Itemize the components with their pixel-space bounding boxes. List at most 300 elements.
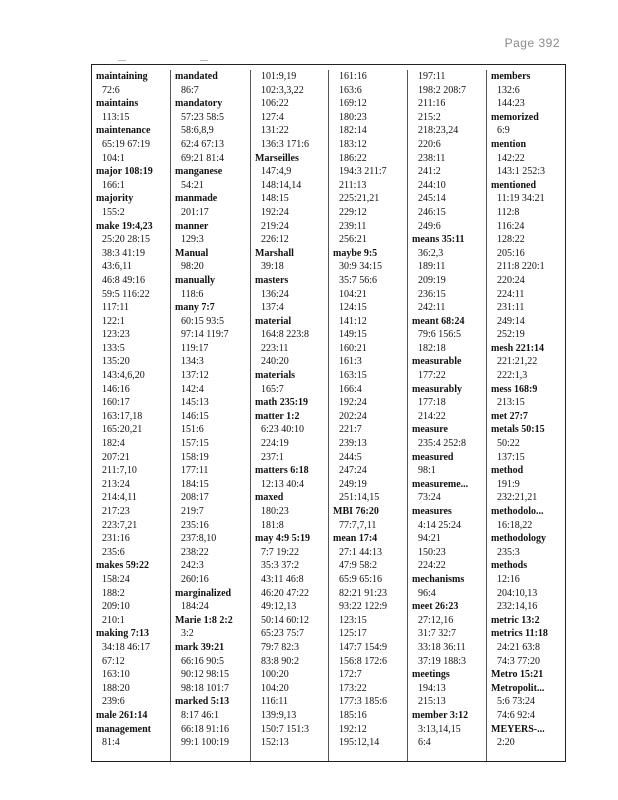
index-reference: 211:13 (339, 179, 367, 191)
index-reference: 145:13 (181, 397, 209, 409)
index-reference: 211:16 (418, 98, 446, 110)
index-headword: methodology (491, 533, 546, 545)
index-headword: materials (255, 370, 295, 382)
index-headword: mechanisms (412, 573, 465, 585)
index-reference: 58:6,8,9 (181, 125, 214, 137)
index-reference: 182:4 (102, 438, 125, 450)
index-headword: maxed (255, 492, 284, 504)
index-headword: manmade (175, 193, 218, 205)
index-reference: 133:5 (102, 342, 125, 354)
index-reference: 184:24 (181, 601, 209, 613)
index-reference: 132:6 (497, 84, 520, 96)
index-reference: 72:6 (102, 84, 120, 96)
index-reference: 118:6 (181, 288, 204, 300)
index-headword: methodolo... (491, 506, 544, 517)
index-reference: 141:12 (339, 315, 367, 327)
index-reference: 36:2,3 (418, 247, 444, 259)
index-reference: 25:20 28:15 (102, 234, 151, 246)
index-reference: 194:3 211:7 (339, 166, 387, 178)
index-column-3 (251, 70, 329, 761)
index-reference: 195:12,14 (339, 737, 380, 749)
index-headword: matter 1:2 (255, 410, 300, 422)
word-index-table (91, 64, 566, 762)
index-headword: Marie 1:8 2:2 (175, 614, 233, 626)
index-reference: 157:15 (181, 438, 209, 450)
index-reference: 247:24 (339, 465, 367, 477)
index-reference: 59:5 116:22 (102, 288, 150, 300)
index-reference: 211:8 220:1 (497, 261, 545, 273)
index-reference: 99:1 100:19 (181, 737, 230, 749)
index-reference: 235:4 252:8 (418, 438, 467, 450)
index-reference: 94:21 (418, 533, 441, 545)
index-reference: 192:24 (339, 397, 367, 409)
index-reference: 225:21,21 (339, 193, 380, 205)
index-reference: 161:3 (339, 356, 362, 368)
index-reference: 66:18 91:16 (181, 723, 230, 735)
index-reference: 183:12 (339, 138, 367, 150)
index-reference: 235:3 (497, 546, 520, 558)
index-reference: 4:14 25:24 (418, 519, 462, 531)
index-reference: 65:19 67:19 (102, 138, 151, 150)
index-reference: 182:14 (339, 125, 367, 137)
index-reference: 112:8 (497, 206, 520, 218)
index-reference: 137:12 (181, 370, 209, 382)
index-headword: maintains (96, 98, 139, 110)
index-reference: 31:7 32:7 (418, 628, 457, 640)
index-reference: 79:6 156:5 (418, 329, 462, 341)
index-headword: members (491, 71, 531, 82)
index-reference: 161:16 (339, 71, 367, 82)
index-reference: 236:15 (418, 288, 446, 300)
index-reference: 252:19 (497, 329, 525, 341)
index-reference: 164:8 223:8 (261, 329, 310, 341)
index-reference: 134:3 (181, 356, 204, 368)
index-reference: 256:21 (339, 234, 367, 246)
index-reference: 239:6 (102, 696, 125, 708)
index-headword: matters 6:18 (255, 465, 309, 477)
index-headword: mentioned (491, 179, 536, 191)
index-reference: 221:21,22 (497, 356, 538, 368)
index-reference: 65:9 65:16 (339, 573, 383, 585)
index-reference: 16:18,22 (497, 519, 533, 531)
index-reference: 188:2 (102, 587, 125, 599)
index-reference: 98:18 101:7 (181, 682, 230, 694)
index-reference: 231:11 (497, 302, 525, 314)
index-column-4 (329, 70, 408, 761)
index-reference: 98:1 (418, 465, 436, 477)
index-reference: 238:22 (181, 546, 209, 558)
index-reference: 148:15 (261, 193, 289, 205)
index-reference: 214:4,11 (102, 492, 137, 504)
index-reference: 27:12,16 (418, 614, 454, 626)
index-reference: 160:17 (102, 397, 130, 409)
index-reference: 60:15 93:5 (181, 315, 225, 327)
index-reference: 249:6 (418, 220, 441, 232)
index-reference: 213:24 (102, 478, 130, 490)
index-reference: 241:2 (418, 166, 441, 178)
index-reference: 232:21,21 (497, 492, 538, 504)
index-reference: 35:7 56:6 (339, 274, 378, 286)
index-reference: 224:19 (261, 438, 289, 450)
index-reference: 116:11 (261, 696, 289, 708)
index-reference: 37:19 188:3 (418, 655, 467, 667)
index-reference: 150:7 151:3 (261, 723, 310, 735)
index-reference: 156:8 172:6 (339, 655, 388, 667)
index-reference: 177:11 (181, 465, 209, 477)
index-reference: 47:9 58:2 (339, 560, 378, 572)
index-reference: 69:21 81:4 (181, 152, 225, 164)
index-reference: 3:2 (181, 628, 194, 640)
index-reference: 239:13 (339, 438, 367, 450)
index-reference: 184:15 (181, 478, 209, 490)
index-headword: metric 13:2 (491, 614, 540, 626)
index-reference: 97:14 119:7 (181, 329, 229, 341)
index-reference: 191:9 (497, 478, 520, 490)
index-headword: many 7:7 (175, 302, 215, 314)
index-reference: 49:12,13 (261, 601, 297, 613)
index-headword: masters (255, 274, 289, 286)
index-reference: 98:20 (181, 261, 204, 273)
index-reference: 67:12 (102, 655, 125, 667)
index-headword: measures (412, 506, 452, 517)
index-reference: 149:15 (339, 329, 367, 341)
index-reference: 27:1 44:13 (339, 546, 383, 558)
index-reference: 143:1 252:3 (497, 166, 546, 178)
index-headword: major 108:19 (96, 166, 153, 178)
margin-tick (200, 60, 208, 61)
index-reference: 209:10 (102, 601, 130, 613)
index-column-6 (487, 70, 566, 761)
index-reference: 35:3 37:2 (261, 560, 300, 572)
index-reference: 127:4 (261, 111, 284, 123)
index-reference: 204:10,13 (497, 587, 538, 599)
index-reference: 244:10 (418, 179, 446, 191)
index-reference: 102:3,3,22 (261, 84, 304, 96)
index-reference: 142:4 (181, 383, 204, 395)
index-headword: metrics 11:18 (491, 628, 548, 640)
index-reference: 43:11 46:8 (261, 573, 304, 585)
index-reference: 207:21 (102, 451, 130, 463)
index-reference: 123:15 (339, 614, 367, 626)
index-reference: 43:6,11 (102, 261, 132, 273)
index-reference: 208:17 (181, 492, 209, 504)
index-reference: 189:11 (418, 261, 446, 273)
index-reference: 6:23 40:10 (261, 424, 305, 436)
index-reference: 182:18 (418, 342, 446, 354)
index-reference: 129:3 (181, 234, 204, 246)
index-reference: 192:24 (261, 206, 289, 218)
index-reference: 136:24 (261, 288, 289, 300)
index-reference: 7:7 19:22 (261, 546, 300, 558)
index-reference: 101:9,19 (261, 71, 297, 82)
index-headword: Marshall (255, 247, 294, 259)
page-number-label: Page 392 (504, 36, 560, 50)
index-reference: 221:7 (339, 424, 362, 436)
index-reference: 169:12 (339, 98, 367, 110)
index-headword: measureme... (412, 478, 469, 490)
index-reference: 235:6 (102, 546, 125, 558)
index-reference: 143:4,6,20 (102, 370, 145, 382)
index-reference: 224:22 (418, 560, 446, 572)
index-reference: 106:22 (261, 98, 289, 110)
index-reference: 104:21 (339, 288, 367, 300)
index-reference: 148:14,14 (261, 179, 302, 191)
index-headword: mean 17:4 (333, 533, 378, 545)
index-reference: 57:23 58:5 (181, 111, 225, 123)
index-reference: 229:12 (339, 206, 367, 218)
index-headword: make 19:4,23 (96, 220, 153, 232)
index-column-5 (408, 70, 487, 761)
index-reference: 219:24 (261, 220, 289, 232)
index-reference: 224:11 (497, 288, 525, 300)
index-reference: 214:22 (418, 410, 446, 422)
index-headword: Marseilles (255, 152, 299, 164)
index-reference: 11:19 34:21 (497, 193, 545, 205)
index-headword: Metropolit... (491, 682, 545, 694)
index-reference: 218:23,24 (418, 125, 459, 137)
index-headword: marginalized (175, 587, 232, 599)
index-reference: 215:13 (418, 696, 446, 708)
index-reference: 186:22 (339, 152, 367, 164)
index-reference: 249:19 (339, 478, 367, 490)
index-reference: 122:1 (102, 315, 125, 327)
index-reference: 33:18 36:11 (418, 641, 466, 653)
index-reference: 246:15 (418, 206, 446, 218)
index-reference: 124:15 (339, 302, 367, 314)
index-headword: mandated (175, 71, 218, 82)
index-headword: makes 59:22 (96, 560, 150, 572)
index-reference: 90:12 98:15 (181, 669, 230, 681)
index-reference: 86:7 (181, 84, 199, 96)
index-headword: method (491, 465, 524, 477)
index-reference: 116:24 (497, 220, 525, 232)
index-reference: 215:2 (418, 111, 441, 123)
index-headword: math 235:19 (255, 397, 309, 409)
index-reference: 220:24 (497, 274, 525, 286)
margin-tick (118, 60, 126, 61)
index-reference: 93:22 122:9 (339, 601, 388, 613)
index-reference: 217:23 (102, 506, 130, 517)
index-reference: 139:9,13 (261, 709, 297, 721)
index-headword: may 4:9 5:19 (255, 533, 310, 545)
index-reference: 104:20 (261, 682, 289, 694)
index-reference: 152:13 (261, 737, 289, 749)
index-reference: 135:20 (102, 356, 130, 368)
index-reference: 147:7 154:9 (339, 641, 388, 653)
index-reference: 50:14 60:12 (261, 614, 310, 626)
index-headword: manually (175, 274, 216, 286)
index-reference: 128:22 (497, 234, 525, 246)
index-reference: 235:16 (181, 519, 209, 531)
index-headword: meetings (412, 669, 450, 681)
index-reference: 151:6 (181, 424, 204, 436)
index-reference: 79:7 82:3 (261, 641, 300, 653)
index-reference: 113:15 (102, 111, 130, 123)
index-reference: 144:23 (497, 98, 525, 110)
index-reference: 5:6 73:24 (497, 696, 536, 708)
index-reference: 237:8,10 (181, 533, 217, 545)
index-headword: Metro 15:21 (491, 669, 544, 681)
index-reference: 38:3 41:19 (102, 247, 146, 259)
index-headword: majority (96, 193, 134, 205)
index-reference: 242:3 (181, 560, 204, 572)
index-reference: 96:4 (418, 587, 436, 599)
index-headword: measurably (412, 383, 462, 395)
index-reference: 239:11 (339, 220, 367, 232)
index-reference: 74:6 92:4 (497, 709, 536, 721)
index-reference: 163:6 (339, 84, 362, 96)
index-reference: 165:7 (261, 383, 284, 395)
index-reference: 232:14,16 (497, 601, 538, 613)
index-headword: mesh 221:14 (491, 342, 545, 354)
index-reference: 231:16 (102, 533, 130, 545)
index-headword: meet 26:23 (412, 601, 459, 613)
index-reference: 237:1 (261, 451, 284, 463)
index-headword: maintenance (96, 125, 151, 137)
index-reference: 146:16 (102, 383, 130, 395)
index-reference: 12:16 (497, 573, 520, 585)
index-reference: 3:13,14,15 (418, 723, 461, 735)
index-headword: making 7:13 (96, 628, 150, 640)
index-reference: 245:14 (418, 193, 446, 205)
index-reference: 158:24 (102, 573, 130, 585)
index-column-2 (171, 70, 251, 761)
index-reference: 6:9 (497, 125, 510, 137)
index-reference: 100:20 (261, 669, 289, 681)
index-reference: 251:14,15 (339, 492, 380, 504)
index-headword: met 27:7 (491, 410, 528, 422)
index-headword: measured (412, 451, 454, 463)
index-reference: 177:22 (418, 370, 446, 382)
index-reference: 223:11 (261, 342, 289, 354)
index-reference: 210:1 (102, 614, 125, 626)
index-reference: 202:24 (339, 410, 367, 422)
index-reference: 226:12 (261, 234, 289, 246)
index-column-1 (92, 70, 171, 761)
index-reference: 12:13 40:4 (261, 478, 305, 490)
index-reference: 104:1 (102, 152, 125, 164)
index-reference: 223:7,21 (102, 519, 138, 531)
index-reference: 146:15 (181, 410, 209, 422)
index-reference: 83:8 90:2 (261, 655, 300, 667)
index-reference: 173:22 (339, 682, 367, 694)
index-reference: 74:3 77:20 (497, 655, 541, 667)
index-headword: MBI 76:20 (333, 506, 379, 517)
index-reference: 205:16 (497, 247, 525, 259)
index-reference: 46:20 47:22 (261, 587, 310, 599)
index-headword: methods (491, 560, 528, 572)
index-headword: manganese (175, 166, 223, 178)
index-reference: 54:21 (181, 179, 204, 191)
index-reference: 177:3 185:6 (339, 696, 388, 708)
index-reference: 192:12 (339, 723, 367, 735)
index-headword: management (96, 723, 151, 735)
index-headword: mention (491, 138, 526, 150)
index-reference: 66:16 90:5 (181, 655, 225, 667)
index-headword: measure (412, 424, 448, 436)
index-reference: 197:11 (418, 71, 446, 82)
index-reference: 34:18 46:17 (102, 641, 151, 653)
index-headword: marked 5:13 (175, 696, 230, 708)
index-reference: 166:4 (339, 383, 362, 395)
index-reference: 209:19 (418, 274, 446, 286)
index-reference: 8:17 46:1 (181, 709, 220, 721)
index-headword: maybe 9:5 (333, 247, 378, 259)
index-reference: 165:20,21 (102, 424, 143, 436)
index-headword: manner (175, 220, 209, 232)
index-reference: 242:11 (418, 302, 446, 314)
index-reference: 180:23 (339, 111, 367, 123)
index-reference: 136:3 171:6 (261, 138, 310, 150)
index-reference: 142:22 (497, 152, 525, 164)
index-reference: 160:21 (339, 342, 367, 354)
index-reference: 185:16 (339, 709, 367, 721)
index-reference: 73:24 (418, 492, 441, 504)
index-headword: maintaining (96, 71, 148, 82)
index-headword: member 3:12 (412, 709, 469, 721)
index-reference: 201:17 (181, 206, 209, 218)
index-reference: 166:1 (102, 179, 125, 191)
index-reference: 211:7,10 (102, 465, 137, 477)
index-headword: mandatory (175, 98, 223, 110)
index-reference: 131:22 (261, 125, 289, 137)
index-reference: 117:11 (102, 302, 130, 314)
index-reference: 240:20 (261, 356, 289, 368)
index-reference: 6:4 (418, 737, 431, 749)
index-headword: mark 39:21 (175, 641, 225, 653)
index-reference: 198:2 208:7 (418, 84, 467, 96)
index-headword: mess 168:9 (491, 383, 538, 395)
index-reference: 172:7 (339, 669, 362, 681)
index-reference: 188:20 (102, 682, 130, 694)
index-headword: male 261:14 (96, 709, 148, 721)
index-reference: 180:23 (261, 506, 289, 517)
index-headword: material (255, 315, 292, 327)
index-reference: 147:4,9 (261, 166, 292, 178)
index-reference: 219:7 (181, 506, 204, 517)
index-headword: means 35:11 (412, 234, 465, 246)
index-reference: 137:4 (261, 302, 284, 314)
index-reference: 125:17 (339, 628, 367, 640)
index-reference: 222:1,3 (497, 370, 528, 382)
index-reference: 82:21 91:23 (339, 587, 388, 599)
index-headword: meant 68:24 (412, 315, 465, 327)
index-reference: 213:15 (497, 397, 525, 409)
index-reference: 158:19 (181, 451, 209, 463)
index-reference: 177:18 (418, 397, 446, 409)
index-reference: 81:4 (102, 737, 120, 749)
index-reference: 2:20 (497, 737, 515, 749)
index-reference: 50:22 (497, 438, 520, 450)
index-reference: 238:11 (418, 152, 446, 164)
index-reference: 150:23 (418, 546, 446, 558)
index-reference: 137:15 (497, 451, 525, 463)
index-reference: 30:9 34:15 (339, 261, 383, 273)
index-reference: 119:17 (181, 342, 209, 354)
index-reference: 77:7,7,11 (339, 519, 377, 531)
index-reference: 62:4 67:13 (181, 138, 225, 150)
index-headword: MEYERS-... (491, 723, 545, 735)
index-reference: 163:15 (339, 370, 367, 382)
index-reference: 181:8 (261, 519, 284, 531)
index-reference: 65:23 75:7 (261, 628, 305, 640)
index-reference: 163:10 (102, 669, 130, 681)
index-reference: 24:21 63:8 (497, 641, 541, 653)
index-headword: measurable (412, 356, 462, 368)
index-reference: 220:6 (418, 138, 441, 150)
index-headword: metals 50:15 (491, 424, 545, 436)
index-reference: 194:13 (418, 682, 446, 694)
